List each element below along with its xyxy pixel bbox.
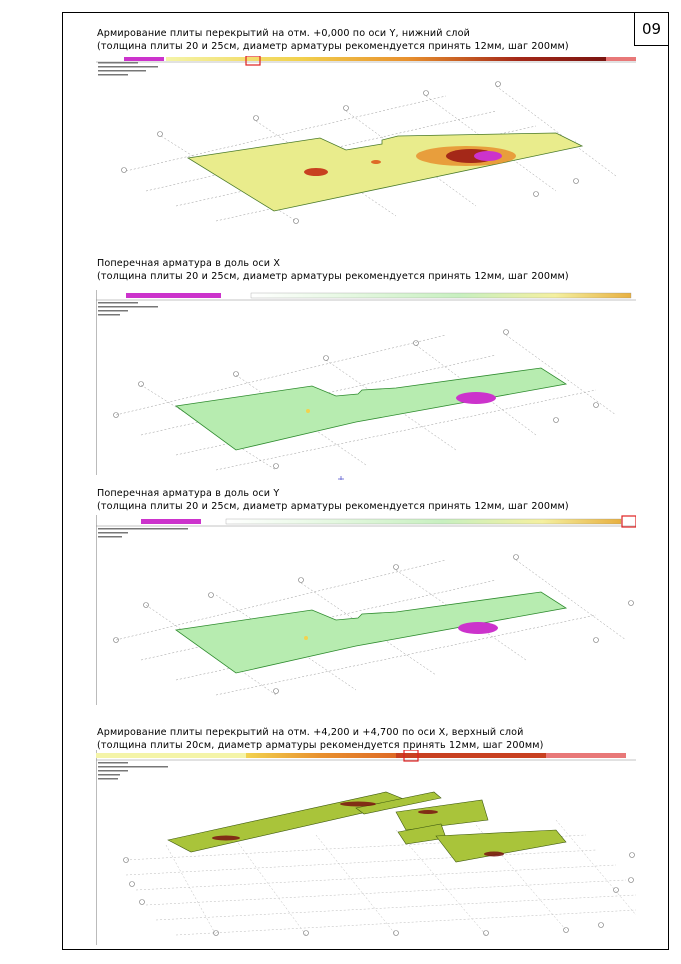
- section-4-title: Армирование плиты перекрытий на отм. +4,200 и +4,700 по оси X, верхный слой: [97, 727, 524, 738]
- slab-plate: [176, 368, 566, 450]
- section-1-title: Армирование плиты перекрытий на отм. +0,000 по оси Y, нижний слой: [97, 28, 470, 39]
- section-2-note: (толщина плиты 20 и 25см, диаметр арматуры рекомендуется принять 12мм, шаг 200мм): [97, 271, 569, 282]
- max-reinforcement-zone: [458, 622, 498, 634]
- legend-info-text: [98, 62, 158, 76]
- section-4-note: (толщина плиты 20см, диаметр арматуры рекомендуется принять 12мм, шаг 200мм): [97, 740, 544, 751]
- scale-highlight-marker: [622, 516, 636, 527]
- section-1-note: (толщина плиты 20 и 25см, диаметр арматуры рекомендуется принять 12мм, шаг 200мм): [97, 41, 569, 52]
- section-4-plot: [96, 750, 636, 945]
- section-2-plot: [96, 290, 636, 480]
- section-1-plot: [96, 56, 636, 226]
- sheet-number: 09: [634, 12, 669, 46]
- legend-info-text: [98, 302, 158, 316]
- section-3-title: Поперечная арматура в доль оси Y: [97, 488, 280, 499]
- color-scale-legend: [96, 57, 636, 62]
- slab-plate: [176, 592, 566, 673]
- max-reinforcement-zone: [474, 151, 502, 161]
- section-3-plot: [96, 515, 636, 710]
- color-scale-legend: [96, 753, 636, 760]
- reinforcement-hotspot: [304, 636, 308, 640]
- slab-plate: [188, 133, 582, 211]
- color-scale-legend: [96, 519, 636, 526]
- color-scale-legend: [96, 293, 636, 300]
- legend-info-text: [98, 528, 188, 538]
- reinforcement-hotspot: [304, 168, 328, 176]
- axis-markers: [124, 853, 635, 936]
- origin-marker: [338, 476, 344, 480]
- max-reinforcement-zone: [456, 392, 496, 404]
- reinforcement-hotspot: [306, 409, 310, 413]
- section-2-title: Поперечная арматура в доль оси X: [97, 258, 281, 269]
- legend-info-text: [98, 762, 168, 780]
- section-3-note: (толщина плиты 20 и 25см, диаметр арматуры рекомендуется принять 12мм, шаг 200мм): [97, 501, 569, 512]
- reinforcement-hotspot: [371, 160, 381, 164]
